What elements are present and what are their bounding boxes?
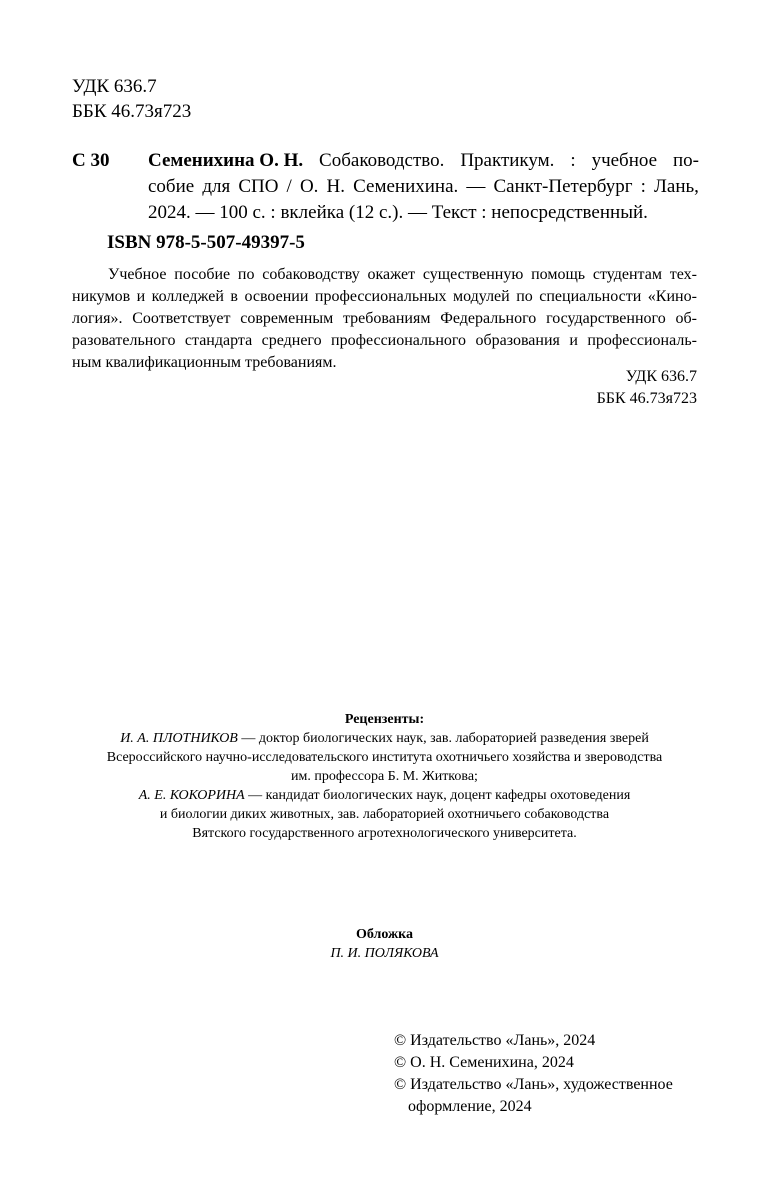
bibliographic-description <box>148 148 699 226</box>
bbk-code: ББК 46.73я723 <box>72 101 192 122</box>
cover-credit <box>72 925 697 963</box>
word: специальности <box>539 288 642 305</box>
abstract <box>72 264 697 374</box>
word: профессиональных <box>314 288 447 305</box>
description-line-1 <box>148 148 699 174</box>
udk-code: УДК 636.7 <box>625 368 697 385</box>
isbn: ISBN 978-5-507-49397-5 <box>107 232 305 253</box>
word: логия». <box>72 310 123 327</box>
word: Соответствует <box>132 310 231 327</box>
description-tail: 2024. — 100 с. : вклейка (12 с.). — Текст : непосредственный. <box>148 202 648 223</box>
reviewer-2-line-3: Вятского государственного агротехнологического университета. <box>192 826 577 841</box>
reviewer-1-credentials: — доктор биологических наук, зав. лабораторией разведения зверей <box>237 731 649 746</box>
word: колледжей <box>151 288 224 305</box>
reviewers-block <box>72 710 697 843</box>
description-line-3 <box>148 200 699 226</box>
word: — <box>466 176 486 197</box>
word: никумов <box>72 288 131 305</box>
reviewer-2-line-1 <box>72 786 697 805</box>
word: : <box>570 150 576 171</box>
udk-code: УДК 636.7 <box>72 76 157 97</box>
word: Практикум. <box>460 150 555 171</box>
word: Лань, <box>654 176 699 197</box>
word: профессиональ- <box>587 332 697 349</box>
bbk-code: ББК 46.73я723 <box>596 390 697 407</box>
reviewer-2-line-2: и биологии диких животных, зав. лабораторией охотничьего собаководства <box>159 807 610 822</box>
word: и <box>569 332 578 349</box>
copyright-block <box>394 1030 673 1118</box>
reviewer-1-line-3: им. профессора Б. М. Житкова; <box>291 769 478 784</box>
word: окажет <box>367 266 416 283</box>
word: существенную <box>422 266 524 283</box>
word: Н. <box>326 176 346 197</box>
word: собие <box>148 176 195 197</box>
word: государственного <box>546 310 666 327</box>
abstract-line <box>72 264 697 286</box>
word: разовательного <box>72 332 176 349</box>
word: студентам <box>592 266 662 283</box>
word: «Кино- <box>647 288 697 305</box>
word: освоении <box>244 288 309 305</box>
word: Федерального <box>440 310 537 327</box>
word: пособие <box>174 266 231 283</box>
word: О. <box>299 176 319 197</box>
author-name: Семенихина О. Н. <box>148 150 304 171</box>
word: стандарта <box>184 332 253 349</box>
word: помощь <box>531 266 586 283</box>
author-mark: С 30 <box>72 150 110 171</box>
word: СПО <box>238 176 279 197</box>
word: и <box>136 288 146 305</box>
abstract-line <box>72 308 697 330</box>
copyright-line: © Издательство «Лань», 2024 <box>394 1032 596 1049</box>
cover-header: Обложка <box>355 927 414 942</box>
word: среднего <box>261 332 322 349</box>
reviewer-1-name: И. А. ПЛОТНИКОВ <box>120 731 238 746</box>
word: Семенихина. <box>353 176 459 197</box>
word: Санкт-Петербург <box>493 176 633 197</box>
word: современным <box>240 310 334 327</box>
reviewer-1-line-2: Всероссийского научно-исследовательского института охотничьего хозяйства и звероводства <box>106 750 663 765</box>
word: учебное <box>591 150 658 171</box>
copyright-line-continued: оформление, 2024 <box>408 1098 532 1115</box>
word: для <box>202 176 231 197</box>
reviewers-header: Рецензенты: <box>344 712 425 727</box>
word: образования <box>475 332 560 349</box>
copyright-line: © Издательство «Лань», художественное <box>394 1076 673 1093</box>
reviewer-2-name: А. Е. КОКОРИНА <box>138 788 245 803</box>
abstract-last-line: ным квалификационным требованиям. <box>72 354 337 371</box>
word: тех- <box>669 266 697 283</box>
word: Собаководство. <box>319 150 445 171</box>
word: Учебное <box>108 266 167 283</box>
word: по- <box>673 150 699 171</box>
word: по <box>516 288 533 305</box>
reviewer-1-line-1 <box>72 729 697 748</box>
word: модулей <box>452 288 510 305</box>
word: об- <box>675 310 697 327</box>
cover-designer: П. И. ПОЛЯКОВА <box>330 946 439 961</box>
word: в <box>230 288 238 305</box>
word: требованиям <box>342 310 431 327</box>
description-line-2 <box>148 174 699 200</box>
word: по <box>237 266 255 283</box>
word: : <box>640 176 646 197</box>
abstract-line <box>72 330 697 352</box>
abstract-line <box>72 286 697 308</box>
word: профессионального <box>331 332 467 349</box>
reviewer-2-credentials: — кандидат биологических наук, доцент кафедры охотоведения <box>244 788 631 803</box>
classification-block-right <box>597 366 697 410</box>
word: собаководству <box>262 266 360 283</box>
classification-block <box>72 74 191 124</box>
copyright-line: © О. Н. Семенихина, 2024 <box>394 1054 574 1071</box>
word: / <box>286 176 292 197</box>
